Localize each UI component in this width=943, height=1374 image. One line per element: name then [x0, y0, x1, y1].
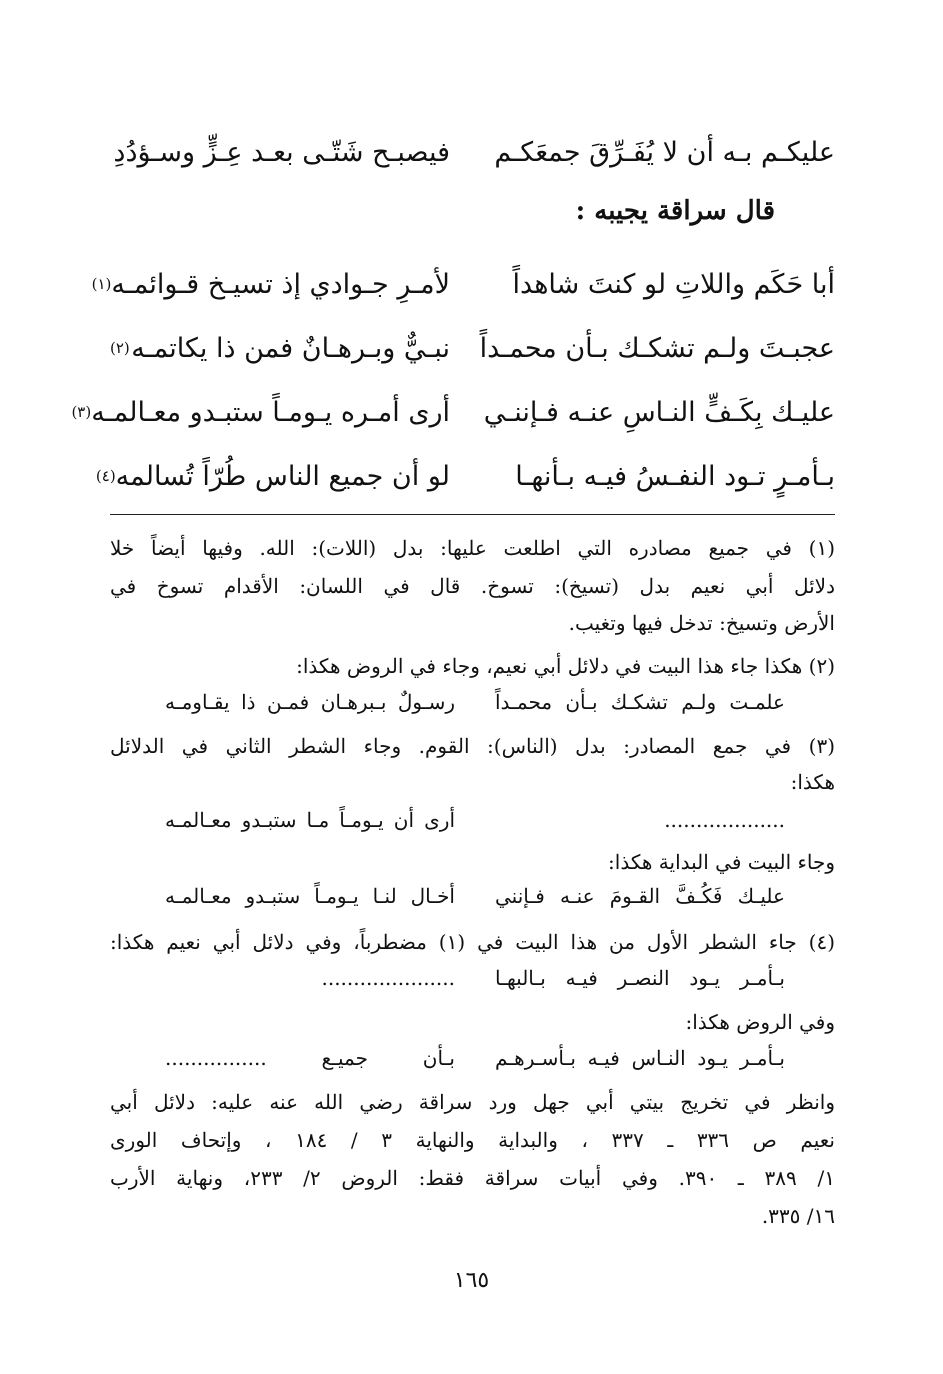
verse-second-hemistich: لأمـرِ جـوادي إذ تسيـخ قـوائمـه (١) [91, 268, 450, 300]
verse-second-hemistich: فيصبـح شَتّـى بعـد عِـزٍّ وسـؤدُدِ [113, 136, 450, 168]
page-number: ١٦٥ [453, 1268, 490, 1293]
footnote-verse-first: علمـت ولـم تشكـك بـأن محمـداً [495, 690, 785, 714]
footnote-1-line: الأرض وتسيخ: تدخل فيها وتغيب. [568, 611, 835, 635]
verse-first-hemistich: عجبـتَ ولـم تشكـك بـأن محمـداً [479, 332, 835, 364]
references-line: نعيم ص ٣٣٦ ـ ٣٣٧ ، والبداية والنهاية ٣ / ١٨٤ ، وإتحاف الورى [110, 1128, 835, 1152]
footnote-1-line: دلائل أبي نعيم بدل (تسيخ): تسوخ. قال في اللسان: الأقدام تسوخ في [110, 574, 835, 598]
hemistich-text: نبـيٌّ وبـرهـانٌ فمن ذا يكاتمـه [131, 332, 450, 364]
verse-second-hemistich: أرى أمـره يـومـاً ستبـدو معـالمـه (٣) [71, 396, 450, 428]
verse-line [110, 318, 835, 378]
footnote-verse [165, 808, 785, 842]
verse-second-hemistich: لو أن جميع الناس طُرّاً تُسالمه (٤) [95, 460, 450, 492]
footnote-3-line: (٣) في جمع المصادر: بدل (الناس): القوم. وجاء الشطر الثاني في الدلائل [110, 734, 835, 758]
footnote-2-line: (٢) هكذا جاء هذا البيت في دلائل أبي نعيم، وجاء في الروض هكذا: [296, 654, 835, 678]
verse-first-hemistich: عليكـم بـه أن لا يُفَـرِّقَ جمعَكـم [494, 136, 835, 168]
hemistich-text: لو أن جميع الناس طُرّاً تُسالمه [115, 460, 450, 492]
footnote-verse-second: رسـولٌ بـبرهـان فمـن ذا يقـاومـه [165, 690, 455, 714]
footnote-verse-first: ................... [664, 808, 785, 832]
footnote-verse-first: بـأمـر يـود النصـر فيـه بـالبهـا [495, 966, 785, 990]
footnote-verse-first: عليـك فَكُـفَّ القـومَ عنـه فـإنني [495, 884, 785, 908]
verse-line [71, 382, 835, 442]
references-line: ١/ ٣٨٩ ـ ٣٩٠. وفي أبيات سراقة فقط: الروض ٢/ ٢٣٣، ونهاية الأرب [110, 1166, 835, 1190]
footnote-verse [165, 884, 785, 918]
footnote-verse [165, 1046, 785, 1080]
references-line: وانظر في تخريج بيتي أبي جهل ورد سراقة رضي الله عنه عليه: دلائل أبي [110, 1090, 835, 1114]
verse-line [110, 122, 835, 182]
footnote-4-line: وفي الروض هكذا: [685, 1010, 835, 1034]
footnote-separator [110, 514, 835, 515]
section-heading: قال سراقة يجيبه : [575, 196, 775, 226]
verse-line [91, 254, 835, 314]
hemistich-text: لأمـرِ جـوادي إذ تسيـخ قـوائمـه [111, 268, 450, 300]
footnote-verse [165, 690, 785, 724]
footnote-4-line: (٤) جاء الشطر الأول من هذا البيت في (١) مضطرباً، وفي دلائل أبي نعيم هكذا: [110, 930, 835, 954]
footnote-3-line: وجاء البيت في البداية هكذا: [608, 850, 835, 874]
footnote-3-line: هكذا: [790, 770, 835, 794]
verse-second-hemistich: نبـيٌّ وبـرهـانٌ فمن ذا يكاتمـه (٢) [110, 332, 450, 364]
footnote-verse-second: أخـال لنـا يـومـاً ستبـدو معـالمـه [165, 884, 455, 908]
footnote-verse-second: بـأن جميـع ................ [165, 1046, 455, 1070]
footnote-verse-first: بـأمـر يـود النـاس فيـه بـأسـرهـم [495, 1046, 785, 1070]
footnote-1-line: (١) في جميع مصادره التي اطلعت عليها: بدل (اللات): الله. وفيها أيضاً خلا [110, 536, 835, 560]
footnote-verse [165, 966, 785, 1000]
verse-line [95, 446, 835, 506]
references-line: ١٦/ ٣٣٥. [761, 1204, 835, 1228]
footnote-verse-second: أرى أن يـومـاً مـا ستبـدو معـالمـه [165, 808, 455, 832]
verse-first-hemistich: أبا حَكَم واللاتِ لو كنتَ شاهداً [512, 268, 835, 300]
footnote-verse-second: ..................... [321, 966, 455, 990]
verse-first-hemistich: عليـك بِكَـفٍّ النـاسِ عنـه فـإننـي [483, 396, 835, 428]
hemistich-text: أرى أمـره يـومـاً ستبـدو معـالمـه [91, 396, 450, 428]
verse-first-hemistich: بـأمـرٍ تـود النفـسُ فيـه بـأنهـا [515, 460, 835, 492]
